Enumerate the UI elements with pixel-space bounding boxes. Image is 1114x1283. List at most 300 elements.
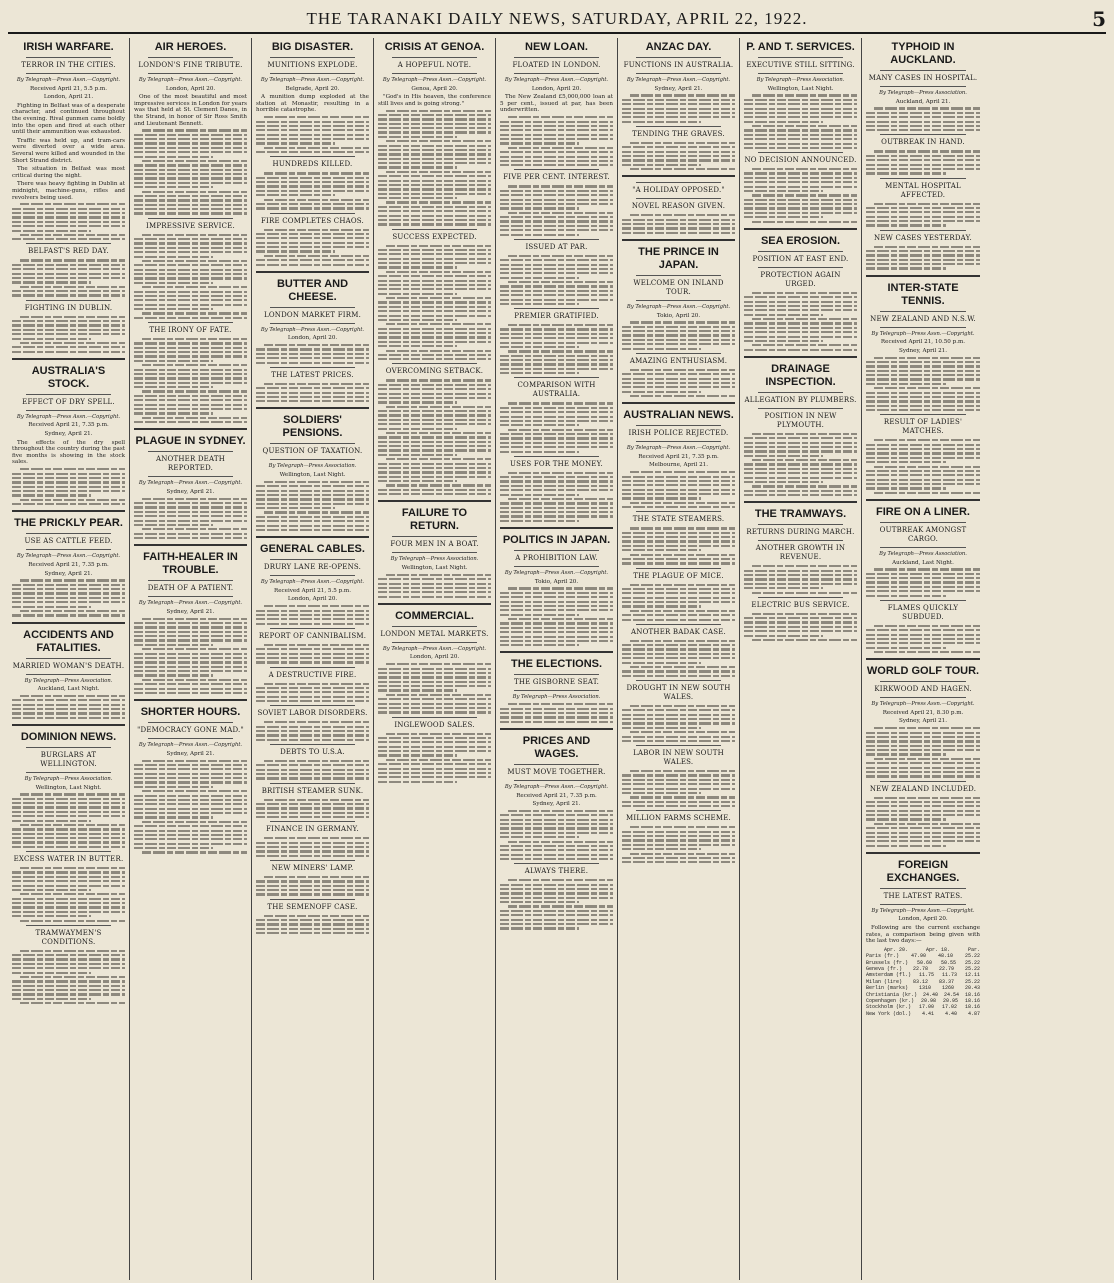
text-line xyxy=(134,177,247,179)
divider xyxy=(758,251,843,252)
text-line xyxy=(256,121,369,123)
text-line xyxy=(134,812,247,814)
text-line xyxy=(256,739,369,741)
text-line xyxy=(500,160,613,162)
text-line xyxy=(134,834,247,836)
article-subhead: DEATH OF A PATIENT. xyxy=(147,584,234,593)
text-line xyxy=(378,781,457,783)
text-line xyxy=(378,737,491,739)
text-line xyxy=(378,681,491,683)
article-body xyxy=(12,695,125,719)
text-line xyxy=(20,499,125,501)
text-line xyxy=(752,344,857,346)
text-line xyxy=(744,305,857,307)
divider xyxy=(514,73,599,74)
text-line xyxy=(264,721,369,723)
table-cell: 48.10 xyxy=(937,953,953,960)
text-line xyxy=(134,347,247,349)
article-dateline: Wellington, Last Night. xyxy=(401,564,468,571)
article-body xyxy=(378,94,491,225)
text-line xyxy=(12,333,125,335)
article-body xyxy=(622,640,735,677)
table-header-cell: Par. xyxy=(967,946,980,953)
text-line xyxy=(256,525,369,527)
text-line xyxy=(12,290,125,292)
text-line xyxy=(256,764,369,766)
text-line xyxy=(744,129,857,131)
text-line xyxy=(256,928,369,930)
page-number: 5 xyxy=(1092,7,1106,31)
divider xyxy=(514,169,599,170)
text-line xyxy=(500,627,613,629)
article-subhead: THE LATEST RATES. xyxy=(883,891,963,900)
text-line xyxy=(744,446,857,448)
text-line xyxy=(744,301,857,303)
article-separator xyxy=(622,239,735,241)
article xyxy=(500,658,613,722)
article-dateline: Wellington, Last Night. xyxy=(279,472,346,479)
text-line xyxy=(256,691,369,693)
article-subhead: NEW CASES YESTERDAY. xyxy=(874,233,972,242)
text-line xyxy=(866,172,946,174)
article-body xyxy=(378,733,491,783)
article-subhead: A HOPEFUL NOTE. xyxy=(397,61,472,69)
article-headline: SOLDIERS' PENSIONS. xyxy=(282,414,343,440)
article-subhead: NEW MINERS' LAMP. xyxy=(271,863,354,872)
article-subhead: USES FOR THE MONEY. xyxy=(510,459,603,468)
text-line xyxy=(256,264,369,266)
article-body xyxy=(378,245,491,361)
divider xyxy=(270,744,355,745)
text-line xyxy=(508,350,613,352)
text-line xyxy=(12,972,91,974)
text-line xyxy=(622,386,735,388)
text-line xyxy=(378,672,491,674)
text-line xyxy=(20,793,125,795)
table-cell: Milan (lire) xyxy=(866,978,903,985)
text-line xyxy=(866,832,980,834)
article-body xyxy=(256,799,369,819)
text-line xyxy=(12,815,125,817)
divider xyxy=(514,566,599,567)
text-line xyxy=(744,626,857,628)
article-headline: FOREIGN EXCHANGES. xyxy=(886,858,960,884)
text-line xyxy=(866,749,980,751)
divider xyxy=(26,533,111,534)
table-header-cell: Apr. 20. xyxy=(883,946,908,953)
text-line xyxy=(264,255,369,257)
text-line xyxy=(378,253,491,255)
text-line xyxy=(500,194,613,196)
text-line xyxy=(508,618,613,620)
text-line xyxy=(264,199,369,201)
article-separator xyxy=(12,510,125,512)
divider xyxy=(148,596,233,597)
table-cell: 24.54 xyxy=(943,991,959,998)
text-line xyxy=(500,849,613,851)
text-line xyxy=(378,583,491,585)
text-line xyxy=(256,396,369,398)
text-line xyxy=(500,142,579,144)
table-row xyxy=(866,1011,980,1017)
text-line xyxy=(500,290,613,292)
text-line xyxy=(500,836,579,838)
text-line xyxy=(866,581,980,583)
text-line xyxy=(500,823,613,825)
text-line xyxy=(378,463,491,465)
article xyxy=(744,363,857,496)
divider xyxy=(26,658,111,659)
text-line xyxy=(12,351,125,353)
article-body xyxy=(500,472,613,522)
text-line xyxy=(12,806,125,808)
text-line xyxy=(866,595,946,597)
text-line xyxy=(866,405,980,407)
article-subhead: SUCCESS EXPECTED. xyxy=(392,232,477,241)
text-line xyxy=(256,138,369,140)
text-line xyxy=(866,267,946,269)
column-4 xyxy=(374,38,496,1280)
article-dateline: Sydney, April 21. xyxy=(898,718,947,725)
divider xyxy=(148,218,233,219)
text-line xyxy=(142,528,247,530)
text-line xyxy=(500,712,613,714)
text-line xyxy=(744,494,857,496)
text-line xyxy=(744,349,857,351)
divider xyxy=(148,738,233,739)
text-line xyxy=(142,129,247,131)
divider xyxy=(514,674,599,675)
text-line xyxy=(134,291,247,293)
article-subhead: MUST MOVE TOGETHER. xyxy=(507,767,606,776)
text-line xyxy=(256,490,369,492)
text-line xyxy=(622,339,735,341)
article-separator xyxy=(866,275,980,277)
text-line xyxy=(12,998,91,1000)
article-subhead: FIRE COMPLETES CHAOS. xyxy=(261,216,364,225)
text-line xyxy=(378,223,491,225)
text-line xyxy=(744,207,857,209)
article-received: Received April 21, 5.5 p.m. xyxy=(273,587,352,594)
text-line xyxy=(378,471,491,473)
text-line xyxy=(378,449,491,451)
text-line xyxy=(500,901,579,903)
text-line xyxy=(866,125,980,127)
text-line xyxy=(134,208,247,210)
text-line xyxy=(386,694,491,696)
text-line xyxy=(386,663,491,665)
text-line xyxy=(378,454,457,456)
text-line xyxy=(256,237,369,239)
text-line xyxy=(256,880,369,882)
article-dateline: Sydney, April 21. xyxy=(654,85,703,92)
text-line xyxy=(866,840,980,842)
text-line xyxy=(500,125,613,127)
text-line xyxy=(378,184,491,186)
text-line xyxy=(134,622,247,624)
text-line xyxy=(134,147,247,149)
article-body xyxy=(256,644,369,664)
article xyxy=(744,235,857,351)
text-line xyxy=(630,168,735,170)
article-headline: FIRE ON A LINER. xyxy=(876,505,970,518)
article-separator xyxy=(622,175,735,177)
text-line xyxy=(866,836,980,838)
article-received: Received April 21, 10.50 p.m. xyxy=(880,339,966,346)
text-line xyxy=(744,450,857,452)
text-line xyxy=(256,362,369,364)
text-line xyxy=(622,601,735,603)
text-line xyxy=(134,838,247,840)
article-credit: By Telegraph—Press Association. xyxy=(390,556,479,563)
article-separator xyxy=(256,407,369,409)
text-line xyxy=(500,199,613,201)
article-subhead: ELECTRIC BUS SERVICE. xyxy=(751,600,850,609)
article-credit: By Telegraph—Press Assn.—Copyright. xyxy=(871,330,975,337)
text-line xyxy=(500,216,613,218)
divider xyxy=(148,57,233,58)
divider xyxy=(148,580,233,581)
text-line xyxy=(12,477,125,479)
text-line xyxy=(264,344,369,346)
article-credit: By Telegraph—Press Association. xyxy=(879,90,967,96)
text-line xyxy=(752,221,857,223)
text-line xyxy=(142,498,247,500)
divider xyxy=(636,353,721,354)
text-line xyxy=(744,490,857,492)
divider xyxy=(758,73,843,74)
article-body xyxy=(500,324,613,374)
article-body xyxy=(378,574,491,598)
article-credit: By Telegraph—Press Assn.—Copyright. xyxy=(626,303,731,310)
text-line xyxy=(20,950,125,952)
divider xyxy=(392,552,477,553)
divider xyxy=(392,57,477,58)
text-line xyxy=(378,336,491,338)
divider xyxy=(636,198,721,199)
text-line xyxy=(630,369,735,371)
divider xyxy=(26,410,111,411)
text-line xyxy=(134,639,247,641)
text-line xyxy=(622,675,735,677)
text-line xyxy=(20,893,125,895)
divider xyxy=(270,443,355,444)
divider xyxy=(270,73,355,74)
text-line xyxy=(256,855,369,857)
text-line xyxy=(134,644,213,646)
article-subhead: RESULT OF LADIES' MATCHES. xyxy=(883,418,963,436)
text-line xyxy=(12,273,125,275)
text-line xyxy=(134,295,247,297)
text-line xyxy=(378,310,491,312)
text-line xyxy=(134,847,213,849)
text-line xyxy=(256,807,369,809)
article-subhead: THE LATEST PRICES. xyxy=(271,370,354,379)
text-line xyxy=(744,172,857,174)
article-dateline: London, April 20. xyxy=(409,654,460,661)
text-line xyxy=(500,507,613,509)
article-credit: By Telegraph—Press Assn.—Copyright. xyxy=(504,570,609,577)
article-body xyxy=(256,481,369,531)
article xyxy=(12,365,125,506)
article-dateline: London, April 20. xyxy=(165,85,216,92)
text-line xyxy=(12,216,125,218)
text-line xyxy=(12,324,125,326)
text-line xyxy=(142,618,247,620)
article-credit: By Telegraph—Press Assn.—Copyright. xyxy=(260,326,365,333)
text-line xyxy=(622,558,735,560)
article-credit: By Telegraph—Press Assn.—Copyright. xyxy=(260,579,365,586)
text-line xyxy=(866,392,980,394)
article-body xyxy=(256,94,369,153)
text-line xyxy=(20,610,125,612)
text-line xyxy=(622,497,701,499)
divider xyxy=(758,408,843,409)
text-line xyxy=(500,480,613,482)
text-line xyxy=(134,242,247,244)
text-line xyxy=(622,480,735,482)
article xyxy=(866,859,980,1017)
article-subhead: AMAZING ENTHUSIASM. xyxy=(629,356,728,365)
text-line xyxy=(500,605,613,607)
article-credit: By Telegraph—Press Assn.—Copyright. xyxy=(16,413,121,420)
article-subhead: FLAMES QUICKLY SUBDUED. xyxy=(887,603,959,621)
text-line xyxy=(256,687,369,689)
text-line xyxy=(134,212,247,214)
text-line xyxy=(142,648,247,650)
divider xyxy=(636,57,721,58)
exchange-table xyxy=(866,947,980,1017)
text-line xyxy=(20,579,125,581)
text-line xyxy=(134,156,213,158)
text-line xyxy=(500,888,613,890)
article-dateline: Sydney, April 21. xyxy=(44,431,93,438)
text-line xyxy=(500,515,613,517)
article-headline: PRICES AND WAGES. xyxy=(522,734,591,760)
text-line xyxy=(256,842,369,844)
article-dateline: Sydney, April 21. xyxy=(44,570,93,577)
text-line xyxy=(256,353,369,355)
article-credit: By Telegraph—Press Assn.—Copyright. xyxy=(16,77,121,83)
table-cell: 50.55 xyxy=(940,959,956,966)
article xyxy=(134,551,247,694)
article-separator xyxy=(12,724,125,726)
text-line xyxy=(134,408,247,410)
column-1 xyxy=(8,38,130,1280)
article-subhead: PROTECTION AGAIN URGED. xyxy=(760,270,841,288)
text-line xyxy=(12,208,125,210)
text-line xyxy=(378,354,491,356)
text-line xyxy=(622,779,735,781)
text-line xyxy=(866,374,980,376)
text-line xyxy=(134,533,247,535)
text-line xyxy=(378,428,457,430)
text-line xyxy=(134,134,247,136)
text-line xyxy=(500,910,613,912)
text-line xyxy=(866,629,980,631)
text-line xyxy=(134,395,247,397)
article-dateline: Wellington, Last Night. xyxy=(767,85,834,92)
text-line xyxy=(378,206,491,208)
article-dateline: Melbourne, April 21. xyxy=(648,462,709,469)
article-body xyxy=(134,94,247,214)
article-body xyxy=(134,760,247,854)
text-line xyxy=(12,902,125,904)
article-subhead: TERROR IN THE CITIES. xyxy=(21,61,116,69)
article-credit: By Telegraph—Press Assn.—Copyright. xyxy=(626,445,731,452)
text-line xyxy=(378,118,491,120)
text-line xyxy=(134,657,247,659)
article-body xyxy=(500,810,613,860)
article-body xyxy=(256,683,369,703)
text-line xyxy=(630,826,735,828)
text-line xyxy=(752,125,857,127)
text-line xyxy=(622,857,735,859)
text-line xyxy=(500,716,613,718)
text-line xyxy=(386,379,491,381)
article xyxy=(12,629,125,719)
text-line xyxy=(142,260,247,262)
text-line xyxy=(744,574,857,576)
text-line xyxy=(142,191,247,193)
article-headline: ACCIDENTS AND FATALITIES. xyxy=(23,628,114,654)
text-line xyxy=(20,468,125,470)
divider xyxy=(880,697,966,698)
text-line xyxy=(866,444,980,446)
article xyxy=(256,41,369,266)
text-line xyxy=(744,177,857,179)
text-line xyxy=(264,229,369,231)
text-line xyxy=(500,328,613,330)
article-subhead: QUESTION OF TAXATION. xyxy=(262,447,363,456)
text-line xyxy=(386,201,491,203)
text-line xyxy=(134,816,213,818)
text-line xyxy=(500,494,579,496)
text-line xyxy=(134,515,247,517)
text-line xyxy=(744,327,857,329)
text-line xyxy=(500,359,613,361)
columns xyxy=(8,38,1106,1280)
text-line xyxy=(134,399,247,401)
table-cell: Brussels (fr.) xyxy=(866,959,909,966)
article-dateline: Tokio, April 20. xyxy=(656,312,701,319)
text-line xyxy=(744,621,857,623)
article-separator xyxy=(134,544,247,546)
table-cell: 18.16 xyxy=(964,1004,980,1011)
divider xyxy=(26,925,111,926)
divider xyxy=(26,243,111,244)
article-headline: THE ELECTIONS. xyxy=(510,658,603,671)
text-line xyxy=(500,151,613,153)
text-line xyxy=(12,346,125,348)
article-dateline: Sydney, April 21. xyxy=(898,347,947,354)
text-line xyxy=(20,824,125,826)
divider xyxy=(392,717,477,718)
text-line xyxy=(866,590,980,592)
column-2 xyxy=(130,38,252,1280)
text-line xyxy=(622,343,735,345)
text-line xyxy=(256,142,335,144)
text-line xyxy=(500,407,613,409)
article-credit: By Telegraph—Press Assn.—Copyright. xyxy=(504,783,609,790)
text-line xyxy=(622,348,701,350)
article xyxy=(622,246,735,397)
article-paragraph: One of the most beautiful and most impressive services in London for years was that held at St. Clement Danes, in the Strand, in honor of Sir Ross Smith and Lieutenant Bennett. xyxy=(134,94,247,127)
text-line xyxy=(378,288,491,290)
article xyxy=(134,706,247,853)
article-credit: By Telegraph—Press Assn.—Copyright. xyxy=(504,77,609,83)
column-3 xyxy=(252,38,374,1280)
